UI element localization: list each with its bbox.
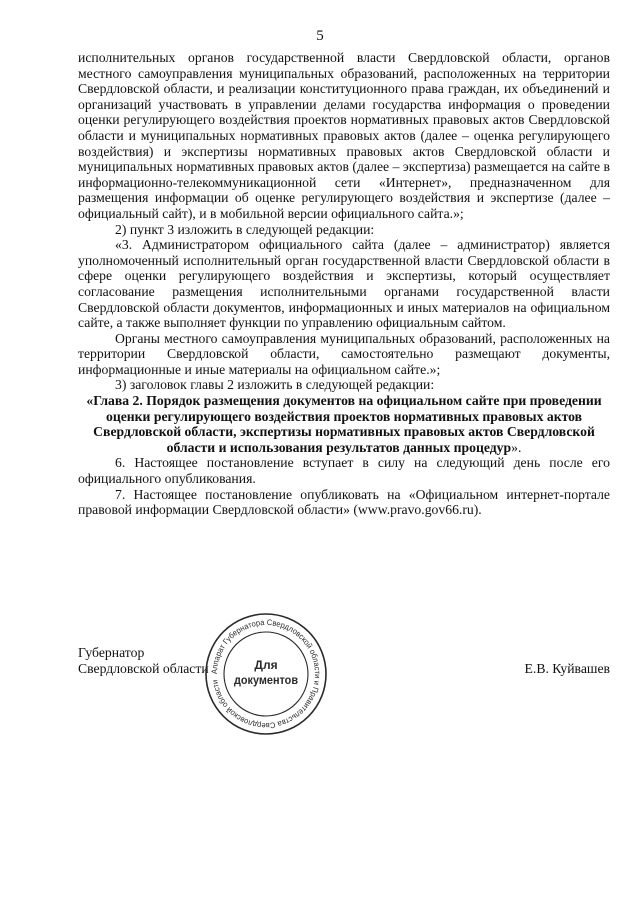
official-seal-stamp (203, 611, 329, 737)
paragraph-local-governments: Органы местного самоуправления муниципальных образований, расположенных на территории Свердловской области, самостоятельно размещают документы, информационные и иные материалы на официальном сайте.»; (78, 330, 610, 377)
paragraph-item-2: 2) пункт 3 изложить в следующей редакции: (115, 221, 375, 237)
page-number: 5 (316, 28, 324, 44)
seal-center-line-1: Для (254, 658, 278, 672)
chapter-heading-text: «Глава 2. Порядок размещения документов на официальном сайте при проведении оценки регулирующего воздействия проектов нормативных правовых актов Свердловской области, экспертизы нормативных правовых актов Свердловской области и использования результатов данных процедур (86, 393, 602, 455)
paragraph-point-6: 6. Настоящее постановление вступает в силу на следующий день после его официального опубликования. (78, 455, 610, 487)
position-line-1: Губернатор (78, 645, 145, 660)
signature-block (78, 645, 610, 685)
signatory-position (78, 645, 209, 677)
paragraph-item-3-heading-change: 3) заголовок главы 2 изложить в следующей редакции: (115, 377, 435, 393)
seal-ring-textpath: Аппарат Губернатора Свердловской области и Правительства Свердловской области (209, 617, 323, 731)
paragraph-continuation: исполнительных органов государственной власти Свердловской области, органов местного самоуправления муниципальных образований, расположенных на территории Свердловской области, и реализации конституционного права граждан, их объединений и организаций участвовать в управлении делами государства информация о проведении оценки регулирующего воздействия проектов нормативных правовых актов Свердловской области и муниципальных нормативных правовых актов (далее – оценка регулирующего воздействия) и экспертизы нормативных правовых актов Свердловской области и муниципальных нормативных правовых актов (далее – экспертиза) размещается на сайте в информационно-телекоммуникационной сети «Интернет», предназначенном для размещения информации об оценке регулирующего воздействия и экспертизе (далее – официальный сайт), и в мобильной версии официального сайта.»; (78, 50, 610, 221)
chapter-heading (78, 393, 610, 455)
paragraph-item-3-administrator: «3. Администратором официального сайта (далее – администратор) является уполномоченный исполнительный орган государственной власти Свердловской области в сфере оценки регулирующего воздействия и экспертизы, который осуществляет согласование размещения исполнительными органами государственной власти Свердловской области документов, информационных и иных материалов на официальном сайте, а также выполняет функции по управлению официальным сайтом. (78, 237, 610, 331)
chapter-heading-tail: ». (511, 439, 522, 455)
position-line-2: Свердловской области (78, 661, 209, 676)
paragraph-point-7: 7. Настоящее постановление опубликовать на «Официальном интернет-портале правовой информации Свердловской области» (www.pravo.gov66.ru). (78, 486, 610, 518)
signatory-name: Е.В. Куйвашев (524, 661, 610, 676)
seal-center-line-2: документов (234, 673, 298, 687)
document-body (78, 50, 610, 518)
